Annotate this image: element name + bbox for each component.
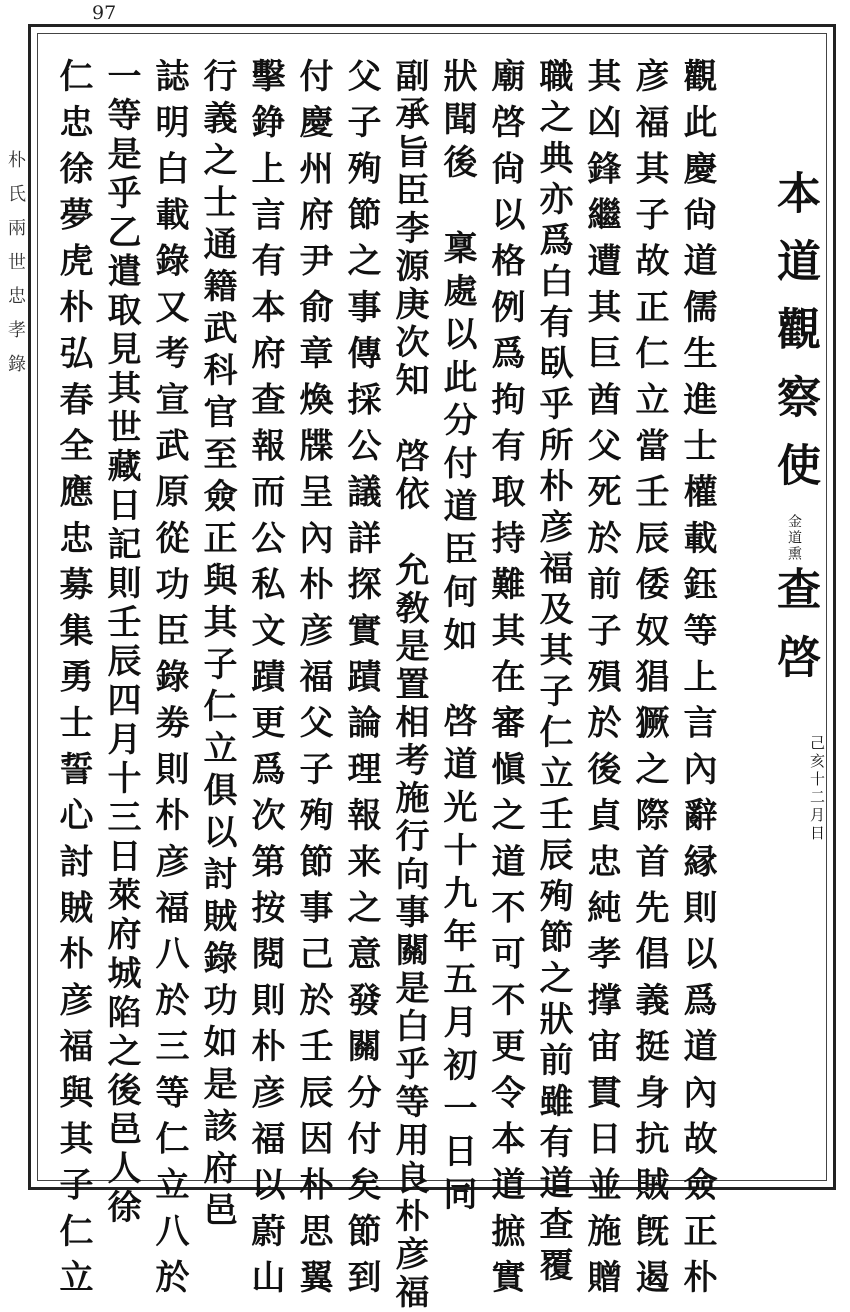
text-column-11: 行義之士通籍武科官至僉正與其子仁立俱以討賊錄功如是該府邑	[197, 58, 237, 1234]
document-heading	[768, 170, 820, 702]
text-column-3: 其凶鋒繼遭其巨酋父死於前子殞於後貞忠純孝撑宙貫日並施贈	[581, 58, 621, 1306]
text-column-4: 職之典亦爲白有臥乎所朴彦福及其子仁立壬辰殉節之狀前雖有道查覆	[533, 58, 573, 1288]
heading-date-note: 己亥十二月日	[808, 735, 826, 843]
text-column-6: 狀聞後 稟處以此分付道臣何如 啓道光十九年五月初一日同	[437, 58, 477, 1219]
text-column-5: 廟啓尙以格例爲拘有取持難其在審愼之道不可不更令本道摭實	[485, 58, 525, 1306]
text-column-1: 觀此慶尙道儒生進士權載鈺等上言內辭縁則以爲道內故僉正朴	[677, 58, 717, 1306]
text-column-14: 仁忠徐夢虎朴弘春全應忠募集勇士誓心討賊朴彦福與其子仁立	[53, 58, 93, 1306]
heading-title: 本道觀察使	[769, 170, 820, 510]
text-column-12: 誌明白載錄又考宣武原從功臣錄劵則朴彦福八於三等仁立八於	[149, 58, 189, 1306]
page-number: 97	[92, 2, 117, 24]
text-column-10: 擊錚上言有本府查報而公私文蹟更爲次第按閱則朴彦福以蔚山	[245, 58, 285, 1306]
text-column-2: 彦福其子故正仁立當壬辰倭奴猖獗之際首先倡義挺身抗賊旣遏	[629, 58, 669, 1306]
heading-title-tail: 查啓	[769, 566, 820, 702]
text-column-7: 副承旨臣李源庚次知 啓依 允敎是置相考施行向事關是白乎等用良朴彦福	[389, 58, 429, 1312]
text-column-13: 一等是乎乙遣取見其世藏日記則壬辰四月十三日萊府城陷之後邑人徐	[101, 58, 141, 1228]
text-column-8: 父子殉節之事傳採公議詳探實蹟論理報来之意發關分付矣節到	[341, 58, 381, 1306]
text-column-9: 付慶州府尹俞章煥牒呈內朴彦福父子殉節事己於壬辰因朴思翼	[293, 58, 333, 1306]
heading-author-note: 金道熏	[786, 514, 802, 562]
book-title-margin: 朴氏兩世忠孝錄	[5, 150, 26, 388]
